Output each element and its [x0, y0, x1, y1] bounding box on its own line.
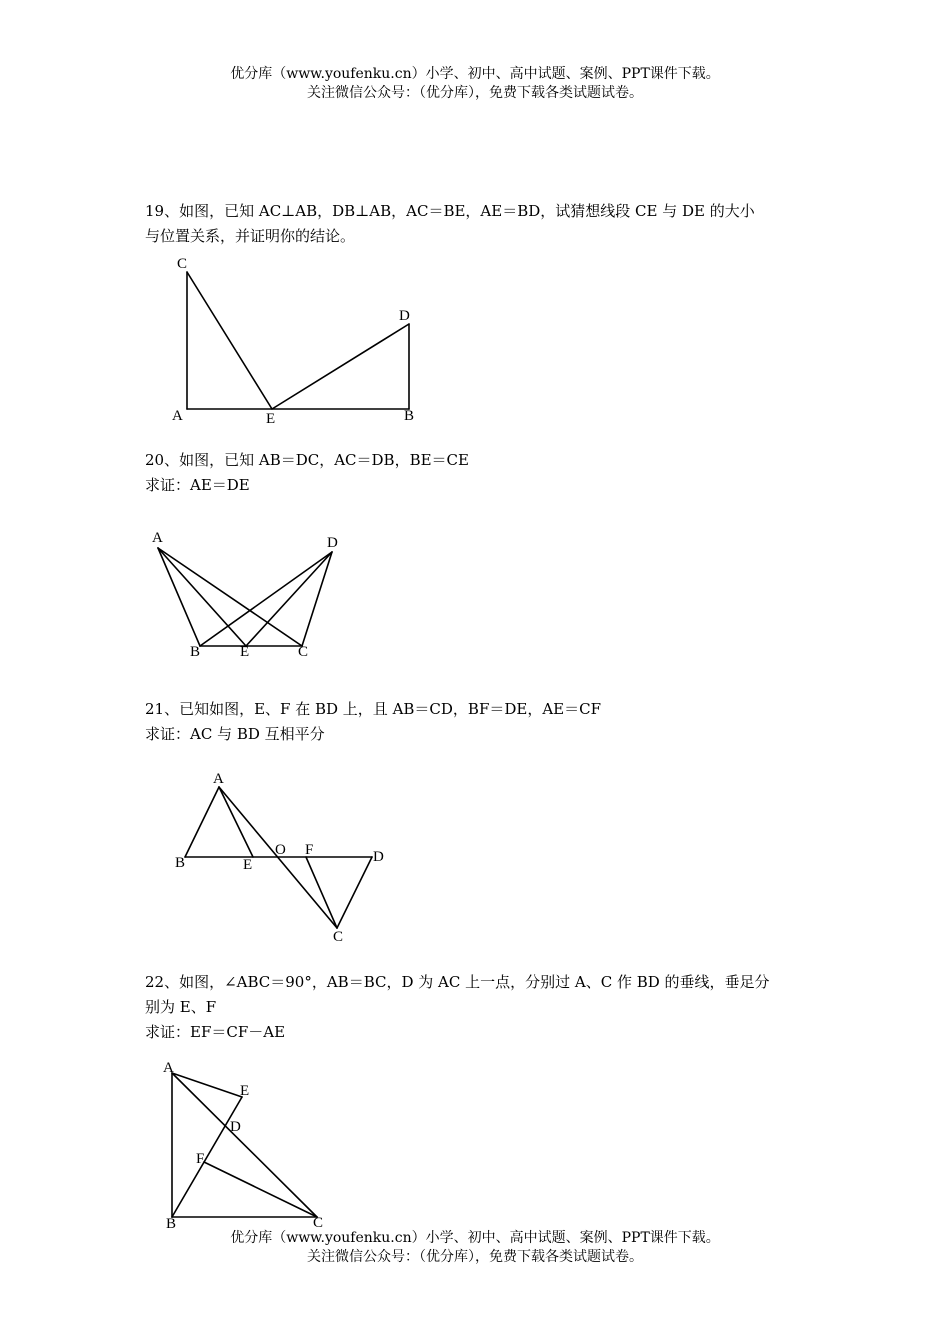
segment-ab [185, 787, 219, 857]
footer-line-1: 优分库（www.youfenku.cn）小学、初中、高中试题、案例、PPT课件下载。 [230, 1230, 720, 1246]
problem-20-text [145, 448, 810, 498]
segment-dc [337, 857, 372, 928]
segment-ed [272, 324, 409, 409]
label-b: B [404, 408, 415, 424]
segment-dc [302, 552, 332, 646]
header-line-1: 优分库（www.youfenku.cn）小学、初中、高中试题、案例、PPT课件下载。 [230, 66, 720, 82]
problem-19-line-2: 与位置关系，并证明你的结论。 [145, 227, 356, 245]
label-d: D [373, 849, 384, 865]
label-a: A [152, 530, 163, 546]
label-c: C [333, 929, 344, 945]
label-b: B [166, 1216, 177, 1232]
label-e: E [243, 857, 253, 873]
problem-20-figure [0, 525, 400, 665]
segment-fc [204, 1162, 317, 1217]
footer-line-2: 关注微信公众号：（优分库），免费下载各类试题试卷。 [307, 1249, 643, 1265]
problem-22-line-3: 求证：EF＝CF－AE [145, 1023, 286, 1041]
problem-20-line-2: 求证：AE＝DE [145, 476, 250, 494]
problem-22-figure [0, 1055, 380, 1230]
segment-fc [306, 857, 337, 928]
label-d: D [230, 1119, 241, 1135]
problem-22-line-1: 22、如图，∠ABC＝90°，AB＝BC，D 为 AC 上一点，分别过 A、C 作 BD 的垂线，垂足分 [145, 973, 770, 991]
problem-19-text [145, 199, 810, 249]
label-a: A [163, 1060, 174, 1076]
label-a: A [172, 408, 183, 424]
label-e: E [240, 1083, 250, 1099]
label-d: D [399, 308, 410, 324]
label-b: B [175, 855, 186, 871]
segment-de [246, 552, 332, 646]
label-b: B [190, 644, 201, 660]
problem-21-line-2: 求证：AC 与 BD 互相平分 [145, 725, 325, 743]
label-a: A [213, 771, 224, 787]
problem-19-line-1: 19、如图，已知 AC⊥AB，DB⊥AB，AC＝BE，AE＝BD，试猜想线段 CE 与 DE 的大小 [145, 202, 755, 220]
label-c: C [313, 1215, 324, 1231]
label-c: C [177, 256, 188, 272]
segment-be [172, 1097, 242, 1217]
problem-21-figure [0, 765, 420, 950]
page-footer [0, 1229, 950, 1267]
problem-20-line-1: 20、如图，已知 AB＝DC，AC＝DB，BE＝CE [145, 451, 469, 469]
problem-19-figure [0, 250, 460, 430]
problem-21-text [145, 697, 810, 747]
label-c: C [298, 644, 309, 660]
label-e: E [266, 411, 276, 427]
segment-ae [172, 1073, 242, 1097]
label-d: D [327, 535, 338, 551]
segment-ce [187, 272, 272, 409]
problem-22-text [145, 970, 810, 1045]
problem-22-line-2: 别为 E、F [145, 998, 217, 1016]
segment-db [200, 552, 332, 646]
problem-21-line-1: 21、已知如图，E、F 在 BD 上，且 AB＝CD，BF＝DE，AE＝CF [145, 700, 602, 718]
label-e: E [240, 644, 250, 660]
label-f: F [305, 842, 314, 858]
header-line-2: 关注微信公众号：（优分库），免费下载各类试题试卷。 [307, 85, 643, 101]
segment-ae [158, 548, 246, 646]
page-header [0, 65, 950, 103]
label-f: F [196, 1151, 205, 1167]
label-o: O [275, 842, 286, 858]
